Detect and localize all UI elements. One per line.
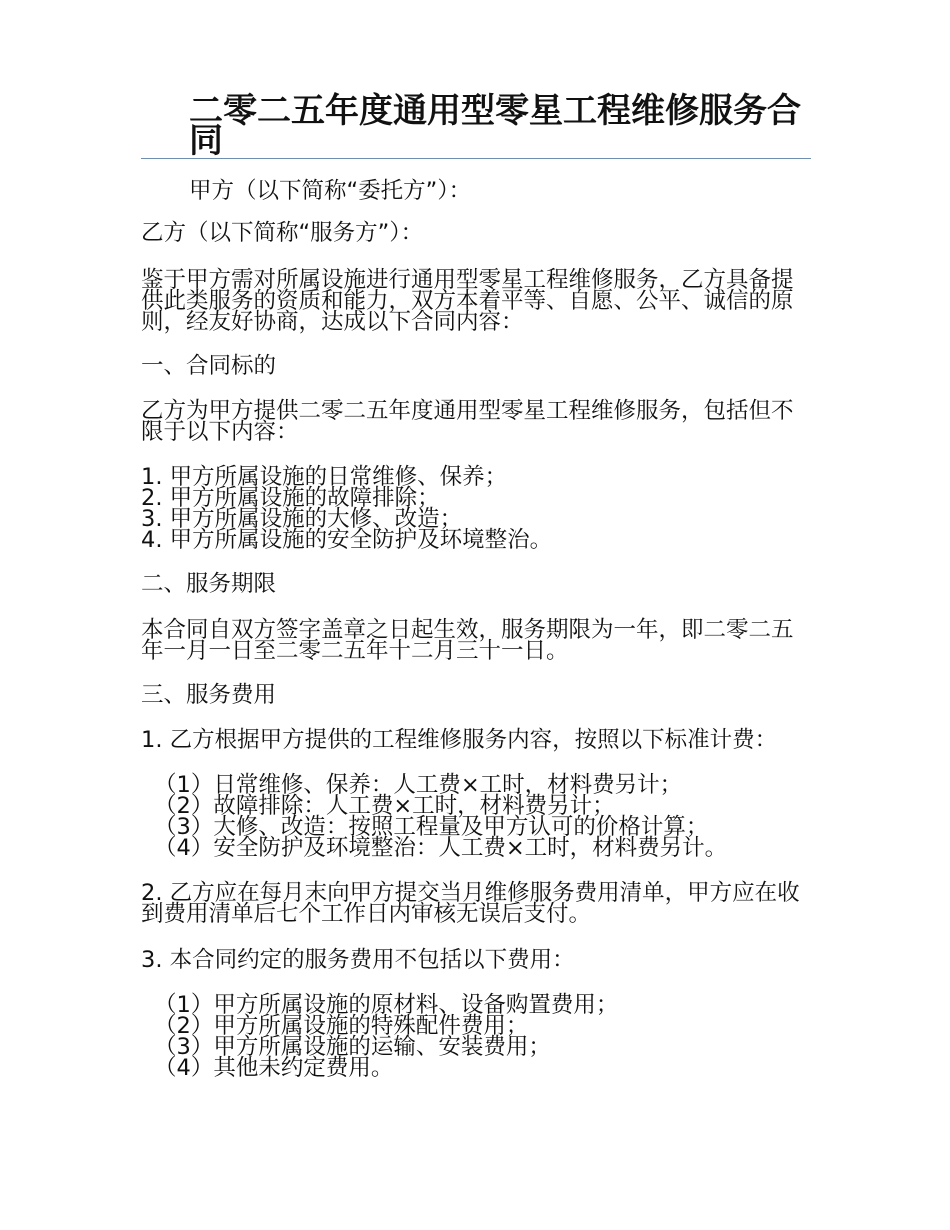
- list-item: （1）日常维修、保养：人工费×工时，材料费另计；: [154, 772, 683, 798]
- list-item: （4）其他未约定费用。: [154, 1055, 394, 1081]
- excluded-fee-list: [141, 992, 811, 1081]
- document-title: 二零二五年度通用型零星工程维修服务合同: [189, 91, 801, 161]
- list-item: 3. 甲方所属设施的大修、改造；: [141, 506, 463, 532]
- list-item: （2）甲方所属设施的特殊配件费用；: [154, 1013, 529, 1039]
- section-heading-term: 二、服务期限: [141, 571, 277, 597]
- fee-clause-1: 1. 乙方根据甲方提供的工程维修服务内容，按照以下标准计费：: [141, 727, 778, 753]
- title-divider: [141, 158, 811, 159]
- list-item: 2. 甲方所属设施的故障排除；: [141, 485, 440, 511]
- fee-standard-list: [141, 772, 811, 861]
- section-subject-text: 乙方为甲方提供二零二五年度通用型零星工程维修服务，包括但不限于以下内容：: [141, 398, 794, 445]
- fee-clause-2: 2. 乙方应在每月末向甲方提交当月维修服务费用清单，甲方应在收到费用清单后七个工作日内审核无误后支付。: [141, 880, 800, 927]
- list-item: （2）故障排除：人工费×工时，材料费另计；: [154, 793, 615, 819]
- intro-paragraph: 鉴于甲方需对所属设施进行通用型零星工程维修服务，乙方具备提供此类服务的资质和能力，双方本着平等、自愿、公平、诚信的原则，经友好协商，达成以下合同内容：: [141, 267, 794, 335]
- subject-item-list: [141, 464, 811, 553]
- fee-clause-3: 3. 本合同约定的服务费用不包括以下费用：: [141, 947, 575, 973]
- party-a-line: 甲方（以下简称“委托方”）：: [189, 178, 472, 204]
- list-item: （4）安全防护及环境整治：人工费×工时，材料费另计。: [154, 835, 728, 861]
- list-item: 1. 甲方所属设施的日常维修、保养；: [141, 464, 508, 490]
- contract-page: [141, 0, 811, 1079]
- section-term-text: 本合同自双方签字盖章之日起生效，服务期限为一年，即二零二五年一月一日至二零二五年十二月三十一日。: [141, 617, 794, 664]
- list-item: （3）大修、改造：按照工程量及甲方认可的价格计算；: [154, 814, 709, 840]
- list-item: （1）甲方所属设施的原材料、设备购置费用；: [154, 992, 619, 1018]
- list-item: （3）甲方所属设施的运输、安装费用；: [154, 1034, 551, 1060]
- party-b-line: 乙方（以下简称“服务方”）：: [141, 220, 424, 246]
- list-item: 4. 甲方所属设施的安全防护及环境整治。: [141, 527, 553, 553]
- section-heading-fees: 三、服务费用: [141, 682, 277, 708]
- section-heading-subject: 一、合同标的: [141, 353, 277, 379]
